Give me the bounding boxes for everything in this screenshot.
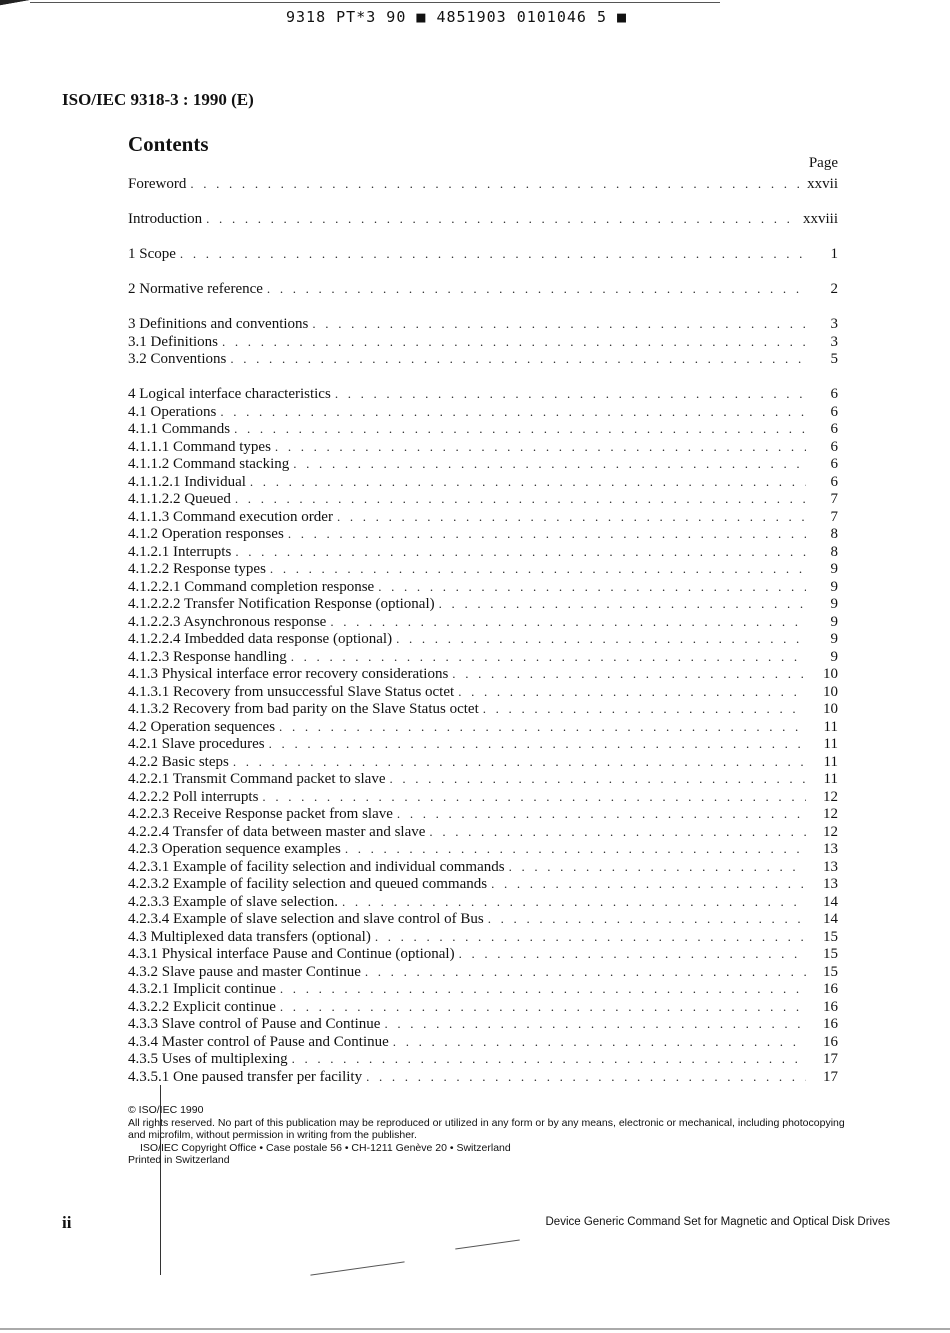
scan-smudge — [310, 1261, 404, 1275]
toc-leader-dots — [429, 823, 806, 841]
toc-entry — [128, 245, 838, 263]
toc-leader-dots — [397, 805, 806, 823]
toc-entry-page: 7 — [830, 491, 838, 507]
toc-leader-dots — [509, 858, 806, 876]
toc-leader-dots — [378, 578, 806, 596]
toc-entry — [128, 525, 838, 543]
toc-leader-dots — [393, 1033, 806, 1051]
toc-entry-title: 4.2.1 Slave procedures — [128, 736, 265, 752]
toc-entry — [128, 403, 838, 421]
toc-entry — [128, 893, 838, 911]
toc-entry — [128, 875, 838, 893]
toc-leader-dots — [342, 893, 806, 911]
toc-entry-title: 4.3 Multiplexed data transfers (optional) — [128, 928, 371, 945]
toc-entry-page: 6 — [830, 456, 838, 472]
toc-entry — [128, 333, 838, 351]
toc-entry-title: 4.3.5 Uses of multiplexing — [128, 1051, 288, 1067]
toc-entry-title: 4.3.3 Slave control of Pause and Continue — [128, 1016, 381, 1032]
footer-title: Device Generic Command Set for Magnetic and Optical Disk Drives — [545, 1216, 890, 1228]
toc-leader-dots — [312, 315, 806, 333]
toc-entry-page: 7 — [830, 508, 838, 525]
toc-entry-title: 4.2.2.1 Transmit Command packet to slave — [128, 771, 386, 787]
toc-entry — [128, 718, 838, 736]
toc-entry-title: 4 Logical interface characteristics — [128, 386, 331, 402]
toc-leader-dots — [206, 210, 799, 228]
toc-entry-title: 4.1.1 Commands — [128, 421, 231, 437]
toc-entry-title: 4.1.2.3 Response handling — [128, 648, 287, 665]
toc-entry-page: 15 — [823, 963, 838, 980]
toc-leader-dots — [439, 595, 806, 613]
toc-leader-dots — [337, 508, 806, 526]
toc-entry — [128, 175, 838, 193]
toc-entry-title: 4.2.2 Basic steps — [128, 753, 229, 770]
toc-leader-dots — [483, 700, 806, 718]
toc-entry-page: 9 — [830, 596, 838, 612]
toc-entry — [128, 700, 838, 718]
toc-entry-title: 4.1.2.1 Interrupts — [128, 543, 232, 560]
toc-entry-page: 17 — [823, 1051, 838, 1067]
toc-entry — [128, 385, 838, 403]
toc-leader-dots — [459, 945, 806, 963]
toc-entry — [128, 928, 838, 946]
toc-leader-dots — [235, 543, 806, 561]
toc-entry-page: 11 — [823, 736, 838, 752]
toc-entry-page: 13 — [823, 876, 838, 892]
toc-entry-page: 12 — [823, 788, 838, 805]
toc-leader-dots — [275, 438, 806, 456]
toc-entry-page: 9 — [830, 648, 838, 665]
toc-entry-title: 3.1 Definitions — [128, 333, 218, 350]
toc-entry-title: 4.1.2.2.1 Command completion response — [128, 578, 375, 595]
toc-entry-title: 4.3.2.2 Explicit continue — [128, 998, 276, 1015]
toc-entry-title: 4.1.3.1 Recovery from unsuccessful Slave Status octet — [128, 683, 455, 700]
toc-entry-title: 4.1.1.1 Command types — [128, 438, 271, 455]
toc-entry — [128, 420, 838, 438]
toc-leader-dots — [330, 613, 806, 631]
toc-entry — [128, 1068, 838, 1086]
toc-entry-title: 4.2.3 Operation sequence examples — [128, 841, 341, 857]
toc-leader-dots — [234, 420, 806, 438]
toc-entry — [128, 1050, 838, 1068]
toc-entry — [128, 543, 838, 561]
toc-entry-page: 12 — [823, 806, 838, 822]
toc-entry — [128, 998, 838, 1016]
copyright-line: © ISO/IEC 1990 — [128, 1104, 204, 1116]
toc-entry-page: 11 — [823, 718, 838, 735]
toc-leader-dots — [488, 910, 806, 928]
toc-entry — [128, 455, 838, 473]
toc-entry-page: 16 — [823, 1033, 838, 1050]
toc-entry — [128, 438, 838, 456]
toc-entry-title: 3.2 Conventions — [128, 351, 227, 367]
toc-leader-dots — [345, 840, 806, 858]
toc-leader-dots — [180, 245, 806, 263]
toc-entry — [128, 280, 838, 298]
toc-entry-page: 2 — [830, 281, 838, 297]
toc-leader-dots — [267, 280, 806, 298]
toc-leader-dots — [279, 718, 806, 736]
toc-leader-dots — [384, 1015, 806, 1033]
document-id: ISO/IEC 9318-3 : 1990 (E) — [62, 90, 254, 109]
toc-entry-title: 4.1.1.2.1 Individual — [128, 473, 246, 490]
toc-entry-title: 4.1.1.3 Command execution order — [128, 508, 333, 525]
toc-leader-dots — [293, 455, 806, 473]
toc-leader-dots — [375, 928, 806, 946]
toc-leader-dots — [288, 525, 806, 543]
toc-entry — [128, 770, 838, 788]
toc-leader-dots — [190, 175, 803, 193]
toc-entry-page: 10 — [823, 701, 838, 717]
toc-entry-page: 14 — [823, 911, 838, 927]
toc-entry — [128, 805, 838, 823]
toc-leader-dots — [335, 385, 806, 403]
toc-entry — [128, 753, 838, 771]
toc-leader-dots — [291, 648, 806, 666]
toc-entry-page: 16 — [823, 981, 838, 997]
toc-leader-dots — [396, 630, 806, 648]
toc-leader-dots — [458, 683, 806, 701]
toc-entry — [128, 665, 838, 683]
toc-leader-dots — [491, 875, 806, 893]
toc-entry-page: 14 — [823, 893, 838, 910]
toc-entry-page: 11 — [823, 753, 838, 770]
toc-entry-title: 4.1.3.2 Recovery from bad parity on the Slave Status octet — [128, 701, 479, 717]
toc-entry-page: 1 — [830, 246, 838, 262]
toc-entry — [128, 858, 838, 876]
printed-in: Printed in Switzerland — [128, 1154, 230, 1166]
toc-entry — [128, 963, 838, 981]
toc-leader-dots — [222, 333, 806, 351]
toc-entry-page: xxviii — [802, 211, 838, 227]
toc-leader-dots — [389, 770, 806, 788]
toc-entry-page: 10 — [823, 683, 838, 700]
toc-entry — [128, 945, 838, 963]
toc-entry-title: 4.1.1.2.2 Queued — [128, 491, 231, 507]
page-column-label: Page — [808, 155, 838, 171]
toc-entry-title: 4.3.5.1 One paused transfer per facility — [128, 1068, 363, 1085]
toc-entry-page: 6 — [830, 386, 838, 402]
toc-leader-dots — [233, 753, 806, 771]
header-rule — [30, 2, 720, 3]
toc-entry — [128, 630, 838, 648]
copyright-office: ISO/IEC Copyright Office • Case postale 56 • CH-1211 Genève 20 • Switzerland — [140, 1141, 511, 1154]
toc-entry — [128, 1015, 838, 1033]
toc-entry-page: 17 — [823, 1068, 838, 1085]
toc-entry-title: 4.3.2.1 Implicit continue — [128, 981, 276, 997]
toc-entry-title: 4.3.4 Master control of Pause and Continue — [128, 1033, 389, 1050]
toc-leader-dots — [280, 980, 806, 998]
toc-entry — [128, 578, 838, 596]
toc-entry — [128, 1033, 838, 1051]
toc-entry-title: 4.1.2.2.2 Transfer Notification Response (optional) — [128, 596, 435, 612]
toc-leader-dots — [365, 963, 806, 981]
scan-code: 9318 PT*3 90 ■ 4851903 0101046 5 ■ — [286, 8, 628, 26]
toc-leader-dots — [280, 998, 806, 1016]
toc-entry-title: 4.1.2.2 Response types — [128, 561, 266, 577]
toc-entry-page: 9 — [830, 631, 838, 647]
toc-entry — [128, 473, 838, 491]
toc-leader-dots — [230, 350, 806, 368]
toc-leader-dots — [292, 1050, 806, 1068]
toc-leader-dots — [250, 473, 806, 491]
toc-leader-dots — [269, 735, 806, 753]
toc-entry-title: 4.2.2.3 Receive Response packet from slave — [128, 806, 393, 822]
copyright-notice — [128, 1104, 848, 1167]
toc-entry-page: 9 — [830, 561, 838, 577]
toc-entry — [128, 980, 838, 998]
toc-entry-page: 9 — [830, 613, 838, 630]
toc-entry-title: 4.1.2 Operation responses — [128, 526, 284, 542]
toc-leader-dots — [270, 560, 806, 578]
toc-leader-dots — [262, 788, 806, 806]
toc-entry-title: 4.1.2.2.4 Imbedded data response (optional) — [128, 631, 393, 647]
toc-entry-title: 2 Normative reference — [128, 281, 263, 297]
toc-entry — [128, 613, 838, 631]
toc-entry — [128, 735, 838, 753]
toc-entry-title: 4.2.2.4 Transfer of data between master and slave — [128, 823, 426, 840]
toc-entry — [128, 683, 838, 701]
toc-entry-page: 13 — [823, 841, 838, 857]
toc-entry-title: 4.2.2.2 Poll interrupts — [128, 788, 259, 805]
toc-entry — [128, 560, 838, 578]
toc-entry-title: 4.3.2 Slave pause and master Continue — [128, 963, 361, 980]
toc-leader-dots — [220, 403, 806, 421]
toc-entry — [128, 490, 838, 508]
toc-entry-title: 4.2.3.3 Example of slave selection. — [128, 893, 338, 910]
toc-entry-title: 4.1.2.2.3 Asynchronous response — [128, 613, 327, 630]
toc-entry-page: 8 — [830, 526, 838, 542]
toc-entry-title: 4.2.3.4 Example of slave selection and slave control of Bus — [128, 911, 484, 927]
toc-entry-title: 4.1 Operations — [128, 403, 217, 420]
toc-entry-title: 4.2 Operation sequences — [128, 718, 276, 735]
toc-leader-dots — [366, 1068, 806, 1086]
toc-entry — [128, 788, 838, 806]
toc-leader-dots — [235, 490, 806, 508]
toc-entry-page: 9 — [830, 578, 838, 595]
toc-entry-page: 11 — [823, 771, 838, 787]
toc-entry-title: 3 Definitions and conventions — [128, 316, 309, 332]
toc-entry-page: 6 — [830, 473, 838, 490]
toc-entry-page: xxvii — [807, 176, 838, 192]
scan-smudge — [455, 1239, 520, 1249]
bottom-edge — [0, 1328, 950, 1330]
toc-entry-title: Foreword — [128, 176, 187, 192]
toc-entry-title: 4.1.3 Physical interface error recovery considerations — [128, 666, 449, 682]
toc-leader-dots — [452, 665, 806, 683]
footer-page-number: ii — [62, 1213, 72, 1232]
toc-entry-title: 4.3.1 Physical interface Pause and Continue (optional) — [128, 946, 455, 962]
toc-entry-title: 4.2.3.1 Example of facility selection and individual commands — [128, 858, 505, 875]
toc-entry-title: 1 Scope — [128, 246, 176, 262]
toc-entry-page: 10 — [823, 666, 838, 682]
toc-entry-page: 16 — [823, 1016, 838, 1032]
contents-heading: Contents — [128, 132, 209, 156]
toc-entry-page: 3 — [830, 316, 838, 332]
toc-entry — [128, 595, 838, 613]
toc-entry — [128, 350, 838, 368]
toc-entry-page: 12 — [823, 823, 838, 840]
toc-entry-page: 8 — [830, 543, 838, 560]
toc-entry — [128, 840, 838, 858]
rights-statement: All rights reserved. No part of this publication may be reproduced or utilized in any form or by any means, electronic or mechanical, including photocopying and microfilm, without permission in writing from the publisher. — [128, 1116, 845, 1141]
toc-entry — [128, 210, 838, 228]
toc-entry-title: 4.1.1.2 Command stacking — [128, 456, 290, 472]
toc-entry-page: 5 — [830, 351, 838, 367]
toc-entry — [128, 315, 838, 333]
toc-entry-title: Introduction — [128, 211, 203, 227]
toc-entry-page: 15 — [823, 946, 838, 962]
toc-entry-page: 13 — [823, 858, 838, 875]
toc-entry-page: 6 — [830, 438, 838, 455]
toc-entry — [128, 823, 838, 841]
toc-entry — [128, 910, 838, 928]
toc-entry-page: 3 — [830, 333, 838, 350]
toc-entry — [128, 508, 838, 526]
toc-entry-title: 4.2.3.2 Example of facility selection and queued commands — [128, 876, 488, 892]
toc-entry-page: 6 — [830, 403, 838, 420]
toc-entry — [128, 648, 838, 666]
toc-entry-page: 16 — [823, 998, 838, 1015]
toc-entry-page: 6 — [830, 421, 838, 437]
toc-entry-page: 15 — [823, 928, 838, 945]
